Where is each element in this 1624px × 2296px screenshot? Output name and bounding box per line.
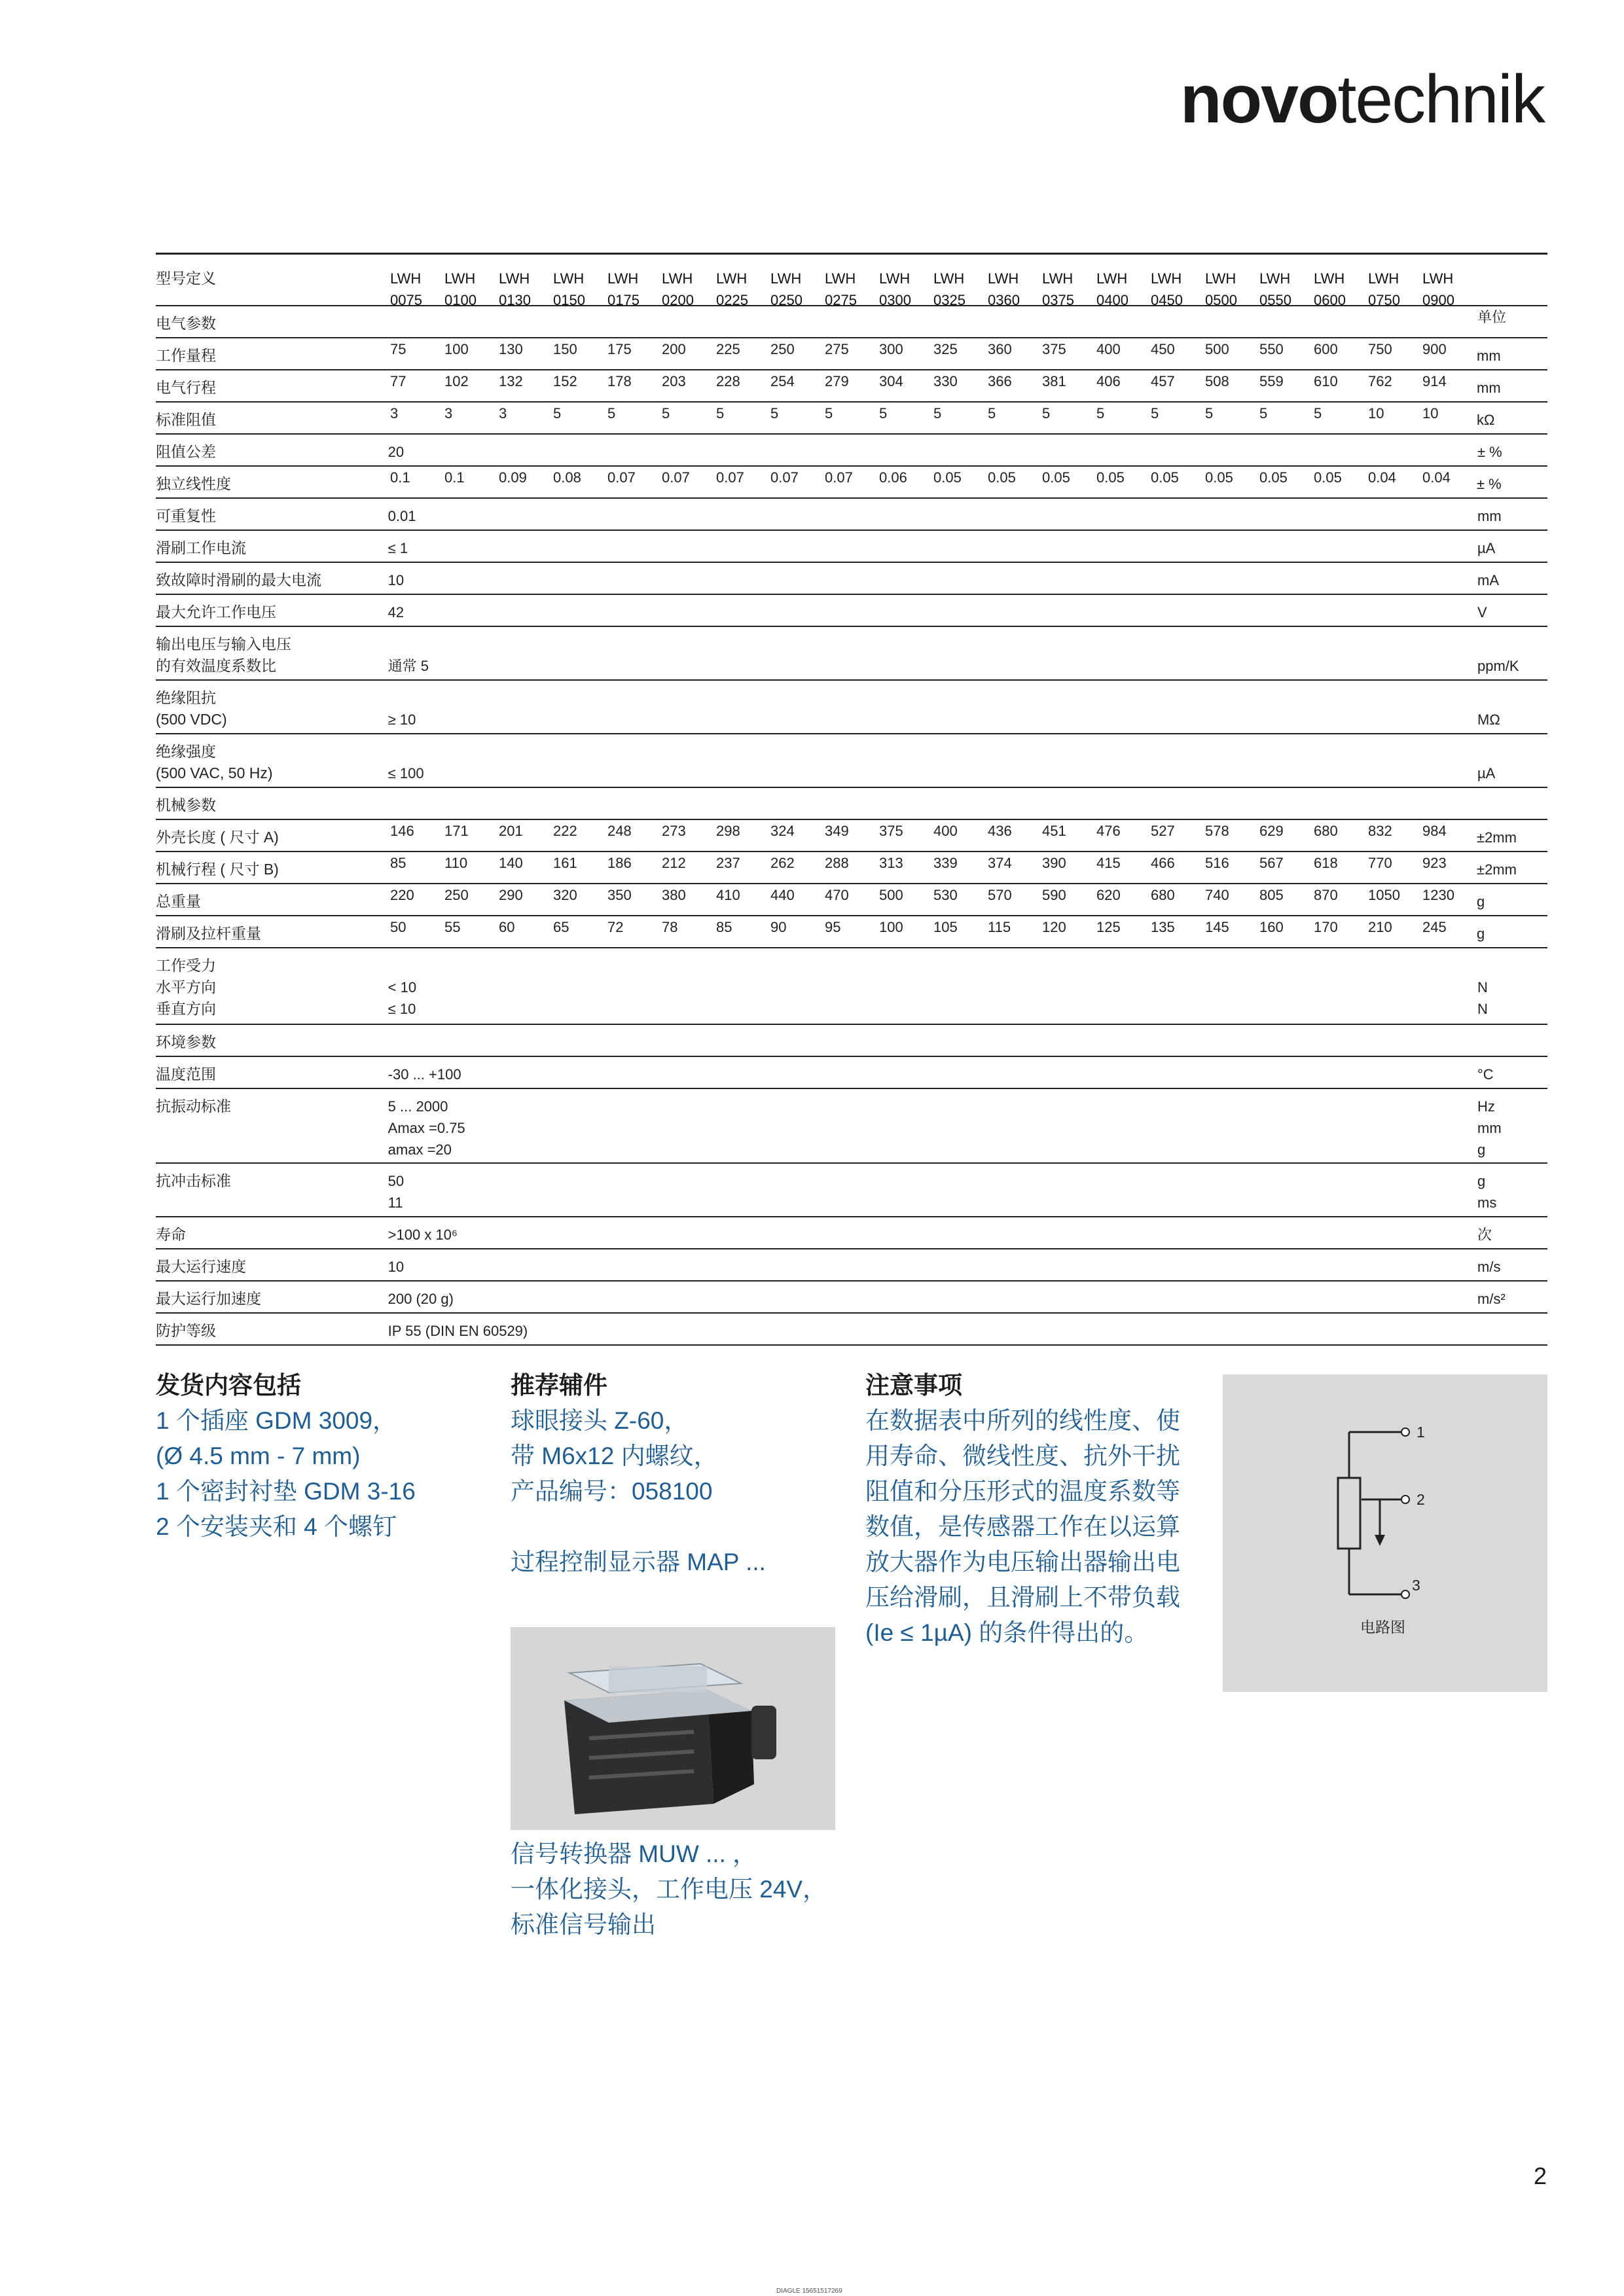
row-unit: µA <box>1477 540 1496 556</box>
row-linearity <box>156 467 1547 499</box>
row-body-length <box>156 820 1547 852</box>
table-cell: 0.05 <box>1096 469 1125 486</box>
table-cell: 5 <box>879 405 888 422</box>
model-code: LWH 0360 <box>988 270 1020 308</box>
row-value: 200 (20 g) <box>388 1291 454 1307</box>
row-unit: mA <box>1477 572 1499 588</box>
table-cell: 324 <box>770 823 795 839</box>
table-cell: 220 <box>390 887 414 903</box>
row-label: 总重量 <box>156 893 201 910</box>
row-wiper-weight <box>156 916 1547 948</box>
row-unit: °C <box>1477 1066 1494 1083</box>
table-cell: 629 <box>1259 823 1284 839</box>
model-code: LWH 0200 <box>662 270 694 308</box>
model-list <box>390 261 1477 311</box>
row-label: 外壳长度 ( 尺寸 A) <box>156 829 279 846</box>
table-cell: 436 <box>988 823 1012 839</box>
table-cell: 55 <box>444 919 461 935</box>
table-cell: 115 <box>988 919 1011 935</box>
row-unit: ppm/K <box>1477 658 1519 674</box>
row-unit: N N <box>1477 979 1488 1017</box>
row-value: 10 <box>388 1259 405 1275</box>
pin-3-label: 3 <box>1412 1577 1420 1594</box>
table-cell: 140 <box>499 855 523 871</box>
row-max-voltage <box>156 595 1547 627</box>
row-value: ≤ 100 <box>388 765 424 781</box>
row-label: 致故障时滑刷的最大电流 <box>156 571 321 588</box>
model-code: LWH 0130 <box>499 270 531 308</box>
row-weight <box>156 884 1547 916</box>
table-cell: 170 <box>1314 919 1338 935</box>
table-cell: 186 <box>607 855 632 871</box>
model-code: LWH 0075 <box>390 270 422 308</box>
muw-caption: 信号转换器 MUW ... ， 一体化接头，工作电压 24V， 标准信号输出 <box>511 1840 827 1938</box>
row-mechanical-travel <box>156 852 1547 884</box>
table-cell: 100 <box>879 919 903 935</box>
table-cell: 201 <box>499 823 523 839</box>
model-code: LWH 0300 <box>879 270 911 308</box>
table-cell: 440 <box>770 887 795 903</box>
table-cell: 275 <box>825 341 849 357</box>
table-cell: 225 <box>716 341 740 357</box>
spec-table <box>156 253 1547 1346</box>
row-unit: ± % <box>1477 476 1502 492</box>
table-cell: 381 <box>1042 373 1066 389</box>
row-unit: V <box>1477 604 1487 620</box>
accessories-body: 球眼接头 Z-60， 带 M6x12 内螺纹， 产品编号：058100 <box>511 1407 718 1505</box>
table-cell: 77 <box>390 373 406 389</box>
table-cell: 0.07 <box>662 469 690 486</box>
table-cell: 5 <box>1096 405 1105 422</box>
table-cell: 262 <box>770 855 795 871</box>
accessories-title: 推荐辅件 <box>511 1372 607 1399</box>
table-cell: 5 <box>1259 405 1268 422</box>
table-cell: 290 <box>499 887 523 903</box>
row-value: 50 11 <box>388 1173 405 1211</box>
table-cell: 5 <box>933 405 942 422</box>
table-cell: 740 <box>1205 887 1229 903</box>
table-cell: 923 <box>1422 855 1447 871</box>
table-cell: 470 <box>825 887 849 903</box>
circuit-caption: 电路图 <box>1360 1619 1405 1636</box>
table-cell: 530 <box>933 887 958 903</box>
model-code: LWH 0400 <box>1096 270 1128 308</box>
row-value: 0.01 <box>388 508 416 524</box>
table-cell: 72 <box>607 919 624 935</box>
table-cell: 500 <box>879 887 903 903</box>
row-unit: mm <box>1477 380 1501 396</box>
table-cell: 527 <box>1151 823 1175 839</box>
table-cell: 500 <box>1205 341 1229 357</box>
row-max-speed <box>156 1249 1547 1282</box>
table-cell: 570 <box>988 887 1012 903</box>
table-cell: 870 <box>1314 887 1338 903</box>
table-cell: 770 <box>1368 855 1392 871</box>
table-cell: 0.07 <box>716 469 744 486</box>
table-cell: 212 <box>662 855 686 871</box>
model-code: LWH 0500 <box>1205 270 1237 308</box>
model-code: LWH 0450 <box>1151 270 1183 308</box>
row-label: 最大允许工作电压 <box>156 603 276 620</box>
row-insulation-resistance <box>156 681 1547 734</box>
row-max-wiper-current <box>156 563 1547 595</box>
table-cell: 178 <box>607 373 632 389</box>
row-label: 抗冲击标准 <box>156 1172 231 1189</box>
table-cell: 620 <box>1096 887 1121 903</box>
model-code: LWH 0175 <box>607 270 640 308</box>
table-cell: 375 <box>1042 341 1066 357</box>
table-cell: 320 <box>553 887 577 903</box>
table-cell: 110 <box>444 855 468 871</box>
table-cell: 3 <box>390 405 399 422</box>
unit-header: 单位 <box>1477 309 1507 325</box>
table-cell: 680 <box>1151 887 1175 903</box>
row-value: 通常 5 <box>388 658 429 674</box>
table-cell: 5 <box>1042 405 1051 422</box>
table-cell: 0.05 <box>1259 469 1288 486</box>
delivery-body: 1 个插座 GDM 3009， (Ø 4.5 mm - 7 mm) 1 个密封衬垫 GDM 3-16 2 个安装夹和 4 个螺钉 <box>156 1407 416 1540</box>
row-unit: 次 <box>1477 1227 1492 1243</box>
row-label: 阻值公差 <box>156 443 216 460</box>
table-cell: 50 <box>390 919 406 935</box>
table-cell: 0.06 <box>879 469 907 486</box>
table-cell: 313 <box>879 855 903 871</box>
table-cell: 832 <box>1368 823 1392 839</box>
table-cell: 5 <box>1314 405 1322 422</box>
accessories-block <box>511 1368 851 1580</box>
table-cell: 457 <box>1151 373 1175 389</box>
table-cell: 375 <box>879 823 903 839</box>
row-label: 防护等级 <box>156 1322 216 1339</box>
delivery-title: 发货内容包括 <box>156 1372 301 1399</box>
row-unit: g ms <box>1477 1173 1497 1211</box>
page-number: 2 <box>1533 2162 1547 2189</box>
table-cell: 161 <box>553 855 577 871</box>
table-cell: 203 <box>662 373 686 389</box>
table-cell: 0.05 <box>1042 469 1070 486</box>
table-cell: 160 <box>1259 919 1284 935</box>
table-header-row <box>156 253 1547 306</box>
row-value: 42 <box>388 604 405 620</box>
delivery-block <box>156 1368 470 1545</box>
table-cell: 610 <box>1314 373 1338 389</box>
row-label: 绝缘阻抗 (500 VDC) <box>156 689 227 728</box>
table-cell: 590 <box>1042 887 1066 903</box>
table-cell: 466 <box>1151 855 1175 871</box>
table-cell: 288 <box>825 855 849 871</box>
table-cell: 85 <box>390 855 406 871</box>
table-cell: 360 <box>988 341 1012 357</box>
row-unit: mm <box>1477 508 1502 524</box>
table-cell: 5 <box>607 405 616 422</box>
table-cell: 339 <box>933 855 958 871</box>
pin-2-label: 2 <box>1416 1491 1425 1508</box>
table-cell: 0.05 <box>1205 469 1233 486</box>
table-cell: 60 <box>499 919 515 935</box>
row-unit: m/s <box>1477 1259 1501 1275</box>
table-cell: 146 <box>390 823 414 839</box>
row-wiper-current <box>156 531 1547 563</box>
row-protection-class <box>156 1314 1547 1346</box>
table-cell: 550 <box>1259 341 1284 357</box>
table-cell: 0.1 <box>444 469 465 486</box>
model-code: LWH 0150 <box>553 270 585 308</box>
table-cell: 567 <box>1259 855 1284 871</box>
table-cell: 250 <box>770 341 795 357</box>
row-repeatability <box>156 499 1547 531</box>
model-code: LWH 0275 <box>825 270 857 308</box>
model-code: LWH 0550 <box>1259 270 1291 308</box>
row-label: 机械行程 ( 尺寸 B) <box>156 861 279 878</box>
row-label: 独立线性度 <box>156 475 231 492</box>
row-label: 标准阻值 <box>156 411 216 428</box>
table-cell: 1230 <box>1422 887 1454 903</box>
row-label: 电气行程 <box>156 379 216 396</box>
table-cell: 5 <box>770 405 779 422</box>
table-cell: 984 <box>1422 823 1447 839</box>
row-electrical-travel <box>156 370 1547 403</box>
section-environment: 环境参数 <box>156 1025 1547 1057</box>
row-unit: m/s² <box>1477 1291 1506 1307</box>
row-value: ≤ 1 <box>388 540 408 556</box>
table-cell: 125 <box>1096 919 1121 935</box>
table-cell: 175 <box>607 341 632 357</box>
table-cell: 130 <box>499 341 523 357</box>
row-label: 滑刷及拉杆重量 <box>156 925 261 942</box>
header-label: 型号定义 <box>156 270 216 287</box>
table-cell: 350 <box>607 887 632 903</box>
pin-1-label: 1 <box>1416 1424 1425 1441</box>
table-cell: 200 <box>662 341 686 357</box>
row-value: ≥ 10 <box>388 711 416 728</box>
table-cell: 304 <box>879 373 903 389</box>
row-unit: MΩ <box>1477 711 1500 728</box>
table-cell: 100 <box>444 341 469 357</box>
table-cell: 248 <box>607 823 632 839</box>
novotechnik-logo: novotechnik <box>1180 62 1544 137</box>
table-cell: 805 <box>1259 887 1284 903</box>
table-cell: 90 <box>770 919 787 935</box>
row-value: 10 <box>388 572 405 588</box>
row-value: -30 ... +100 <box>388 1066 461 1083</box>
table-cell: 3 <box>499 405 507 422</box>
table-cell: 762 <box>1368 373 1392 389</box>
table-cell: 578 <box>1205 823 1229 839</box>
row-label: 输出电压与输入电压 的有效温度系数比 <box>156 636 291 674</box>
row-measuring-range <box>156 338 1547 370</box>
row-tempco <box>156 627 1547 681</box>
table-cell: 0.05 <box>988 469 1016 486</box>
table-cell: 0.1 <box>390 469 410 486</box>
table-cell: 5 <box>1151 405 1159 422</box>
row-unit: ±2mm <box>1477 829 1517 846</box>
table-cell: 325 <box>933 341 958 357</box>
table-cell: 330 <box>933 373 958 389</box>
accessories-map: 过程控制显示器 MAP ... <box>511 1549 766 1575</box>
table-cell: 254 <box>770 373 795 389</box>
model-code: LWH 0100 <box>444 270 477 308</box>
row-value: < 10 ≤ 10 <box>388 979 417 1017</box>
table-cell: 245 <box>1422 919 1447 935</box>
table-cell: 451 <box>1042 823 1066 839</box>
table-cell: 600 <box>1314 341 1338 357</box>
model-code: LWH 0325 <box>933 270 965 308</box>
model-code: LWH 0225 <box>716 270 748 308</box>
row-label: 可重复性 <box>156 507 216 524</box>
table-cell: 5 <box>988 405 996 422</box>
row-unit: g <box>1477 925 1485 942</box>
table-cell: 102 <box>444 373 469 389</box>
table-cell: 750 <box>1368 341 1392 357</box>
row-shock <box>156 1164 1547 1217</box>
table-cell: 415 <box>1096 855 1121 871</box>
model-code: LWH 0250 <box>770 270 803 308</box>
row-resistance-tolerance <box>156 435 1547 467</box>
table-cell: 135 <box>1151 919 1175 935</box>
table-cell: 914 <box>1422 373 1447 389</box>
table-cell: 366 <box>988 373 1012 389</box>
table-cell: 380 <box>662 887 686 903</box>
table-cell: 0.07 <box>825 469 853 486</box>
table-cell: 516 <box>1205 855 1229 871</box>
table-cell: 0.07 <box>607 469 636 486</box>
table-cell: 400 <box>1096 341 1121 357</box>
section-electrical: 电气参数 单位 <box>156 306 1547 338</box>
row-resistance <box>156 403 1547 435</box>
circuit-diagram <box>1223 1374 1547 1692</box>
table-cell: 406 <box>1096 373 1121 389</box>
model-code: LWH 0375 <box>1042 270 1074 308</box>
table-cell: 228 <box>716 373 740 389</box>
row-unit: ± % <box>1477 444 1502 460</box>
table-cell: 400 <box>933 823 958 839</box>
table-cell: 105 <box>933 919 958 935</box>
table-cell: 237 <box>716 855 740 871</box>
table-cell: 0.08 <box>553 469 581 486</box>
table-cell: 5 <box>1205 405 1214 422</box>
table-cell: 5 <box>553 405 562 422</box>
table-cell: 95 <box>825 919 841 935</box>
table-cell: 298 <box>716 823 740 839</box>
row-dielectric-strength <box>156 734 1547 788</box>
table-cell: 374 <box>988 855 1012 871</box>
table-cell: 78 <box>662 919 678 935</box>
table-cell: 300 <box>879 341 903 357</box>
table-cell: 5 <box>662 405 670 422</box>
row-label: 滑刷工作电流 <box>156 539 246 556</box>
row-vibration <box>156 1089 1547 1164</box>
table-cell: 65 <box>553 919 569 935</box>
table-cell: 5 <box>716 405 725 422</box>
model-code: LWH 0750 <box>1368 270 1400 308</box>
row-value: IP 55 (DIN EN 60529) <box>388 1323 528 1339</box>
row-unit: g <box>1477 893 1485 910</box>
table-cell: 10 <box>1422 405 1439 422</box>
table-cell: 5 <box>825 405 833 422</box>
model-code: LWH 0900 <box>1422 270 1454 308</box>
section-mechanical: 机械参数 <box>156 788 1547 820</box>
table-cell: 0.05 <box>1314 469 1342 486</box>
row-label: 最大运行加速度 <box>156 1290 261 1307</box>
row-label: 抗振动标准 <box>156 1098 231 1115</box>
table-cell: 250 <box>444 887 469 903</box>
table-cell: 0.05 <box>933 469 962 486</box>
table-cell: 222 <box>553 823 577 839</box>
table-cell: 152 <box>553 373 577 389</box>
row-unit: mm <box>1477 348 1501 364</box>
row-life <box>156 1217 1547 1249</box>
table-cell: 273 <box>662 823 686 839</box>
muw-caption-block <box>511 1837 877 1943</box>
row-unit: µA <box>1477 765 1496 781</box>
row-temperature-range <box>156 1057 1547 1089</box>
row-operating-force <box>156 948 1547 1025</box>
table-cell: 618 <box>1314 855 1338 871</box>
notes-body: 在数据表中所列的线性度、使 用寿命、微线性度、抗外干扰 阻值和分压形式的温度系数等 数值，是传感器工作在以运算 放大器作为电压输出器输出电 压给滑刷，且滑刷上不带负载 (Ie ≤ 1µA) 的条件得出的。 <box>865 1407 1180 1646</box>
row-value: >100 x 10⁶ <box>388 1227 458 1243</box>
table-cell: 3 <box>444 405 453 422</box>
table-cell: 0.04 <box>1368 469 1396 486</box>
table-cell: 10 <box>1368 405 1384 422</box>
table-cell: 0.09 <box>499 469 527 486</box>
row-max-acceleration <box>156 1282 1547 1314</box>
table-cell: 85 <box>716 919 732 935</box>
row-unit: ±2mm <box>1477 861 1517 878</box>
table-cell: 559 <box>1259 373 1284 389</box>
row-label: 工作受力 水平方向 垂直方向 <box>156 957 216 1017</box>
row-label: 最大运行速度 <box>156 1258 246 1275</box>
table-cell: 410 <box>716 887 740 903</box>
row-label: 寿命 <box>156 1226 186 1243</box>
table-cell: 0.07 <box>770 469 799 486</box>
row-value: 20 <box>388 444 405 460</box>
row-label: 温度范围 <box>156 1066 216 1083</box>
model-code: LWH 0600 <box>1314 270 1346 308</box>
table-cell: 210 <box>1368 919 1392 935</box>
table-cell: 1050 <box>1368 887 1400 903</box>
table-cell: 680 <box>1314 823 1338 839</box>
table-cell: 171 <box>444 823 469 839</box>
row-label: 绝缘强度 (500 VAC, 50 Hz) <box>156 743 273 781</box>
table-cell: 508 <box>1205 373 1229 389</box>
table-cell: 145 <box>1205 919 1229 935</box>
table-cell: 150 <box>553 341 577 357</box>
table-cell: 349 <box>825 823 849 839</box>
notes-title: 注意事项 <box>865 1372 962 1399</box>
table-cell: 120 <box>1042 919 1066 935</box>
row-label: 工作量程 <box>156 347 216 364</box>
table-cell: 0.04 <box>1422 469 1451 486</box>
row-unit: Hz mm g <box>1477 1098 1502 1158</box>
row-unit: kΩ <box>1477 412 1495 428</box>
table-cell: 390 <box>1042 855 1066 871</box>
table-cell: 75 <box>390 341 406 357</box>
table-cell: 450 <box>1151 341 1175 357</box>
row-value: 5 ... 2000 Amax =0.75 amax =20 <box>388 1098 465 1158</box>
muw-connector-photo <box>511 1627 835 1830</box>
footer-code: DIAGLE 15651517269 <box>776 2287 842 2295</box>
notes-block <box>865 1368 1199 1651</box>
table-cell: 476 <box>1096 823 1121 839</box>
table-cell: 279 <box>825 373 849 389</box>
row-unit <box>1477 1314 1547 1320</box>
table-cell: 132 <box>499 373 523 389</box>
table-cell: 900 <box>1422 341 1447 357</box>
table-cell: 0.05 <box>1151 469 1179 486</box>
